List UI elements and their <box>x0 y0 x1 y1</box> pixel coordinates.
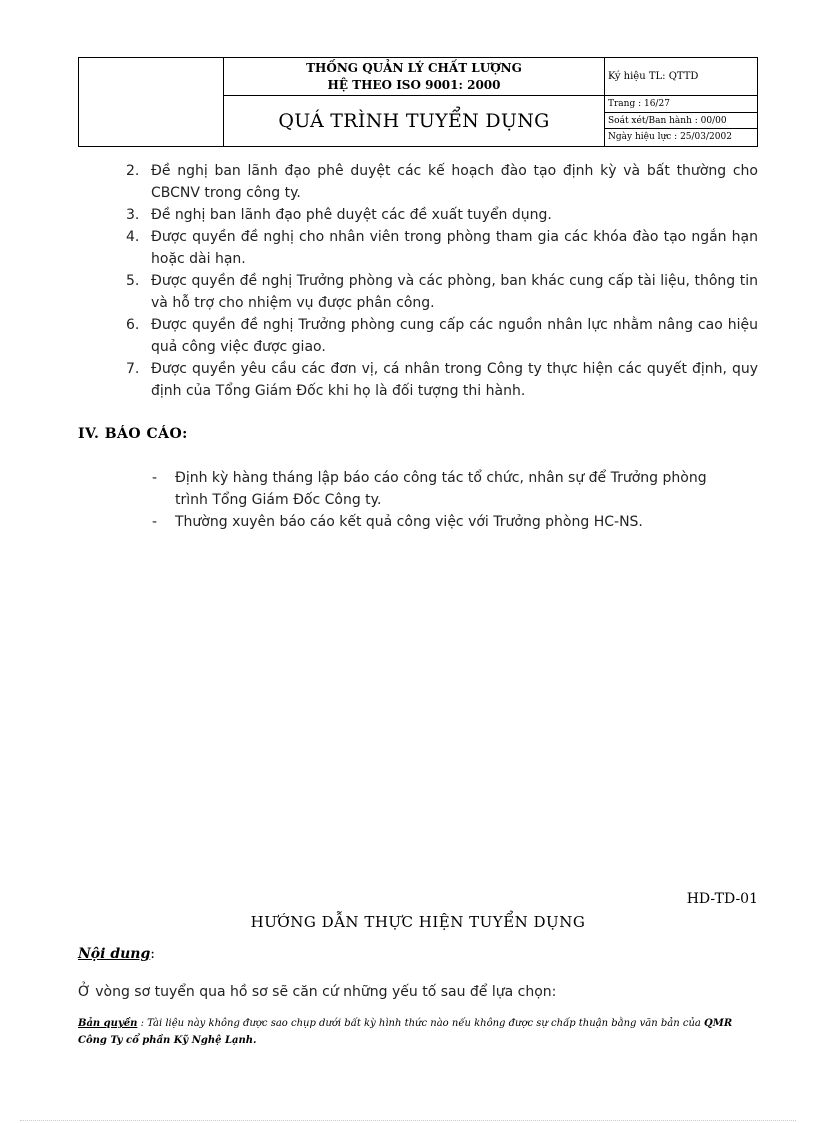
list-item <box>78 511 735 533</box>
logo-cell <box>79 58 224 146</box>
page-number: Trang : 16/27 <box>605 96 757 113</box>
item-text: Đề nghị ban lãnh đạo phê duyệt các đề xuất tuyển dụng. <box>151 207 552 223</box>
rights-section <box>78 160 758 402</box>
item-number: 6. <box>126 317 140 333</box>
list-item <box>78 358 758 402</box>
effective-date: Ngày hiệu lực : 25/03/2002 <box>608 132 732 142</box>
list-item <box>78 270 758 314</box>
item-text: Được quyền đề nghị Trưởng phòng và các phòng, ban khác cung cấp tài liệu, thông tin và hỗ trợ cho nhiệm vụ được phân công. <box>151 273 758 311</box>
item-number: 2. <box>126 163 140 179</box>
list-item <box>78 204 758 226</box>
copyright-notice <box>78 1015 758 1049</box>
item-text: Được quyền yêu cầu các đơn vị, cá nhân trong Công ty thực hiện các quyết định, quy định của Tổng Giám Đốc khi họ là đối tượng thi hành. <box>151 361 758 399</box>
item-text: Đề nghị ban lãnh đạo phê duyệt các kế hoạch đào tạo định kỳ và bất thường cho CBCNV trong công ty. <box>151 163 758 201</box>
doc-code: Ký hiệu TL: QTTD <box>605 58 757 96</box>
dash-bullet: - <box>152 514 158 530</box>
next-doc-title: HƯỚNG DẪN THỰC HIỆN TUYỂN DỤNG <box>250 913 586 931</box>
copyright-company: Công Ty cổ phần Kỹ Nghệ Lạnh. <box>78 1035 257 1046</box>
section-heading-reports: IV. BÁO CÁO: <box>78 426 188 442</box>
document-header-table <box>78 57 758 147</box>
item-number: 3. <box>126 207 140 223</box>
system-line-2: HỆ THEO ISO 9001: 2000 <box>327 78 501 92</box>
item-number: 4. <box>126 229 140 245</box>
system-line-1: THỐNG QUẢN LÝ CHẤT LƯỢNG <box>306 61 522 75</box>
page-bottom-border <box>20 1120 796 1121</box>
rights-list <box>78 160 758 402</box>
item-text: Định kỳ hàng tháng lập báo cáo công tác tổ chức, nhân sự để Trưởng phòng trình Tổng Giám Đốc Công ty. <box>175 470 707 508</box>
item-text: Được quyền đề nghị Trưởng phòng cung cấp các nguồn nhân lực nhằm nâng cao hiệu quả công việc được giao. <box>151 317 758 355</box>
list-item <box>78 160 758 204</box>
dash-bullet: - <box>152 470 158 486</box>
content-label-text: Nội dung <box>78 946 151 962</box>
content-paragraph: Ở vòng sơ tuyển qua hồ sơ sẽ căn cứ những yếu tố sau để lựa chọn: <box>78 984 557 1000</box>
next-doc-code: HD-TD-01 <box>686 891 758 907</box>
process-title: QUÁ TRÌNH TUYỂN DỤNG <box>224 96 605 146</box>
item-text: Được quyền đề nghị cho nhân viên trong phòng tham gia các khóa đào tạo ngắn hạn hoặc dài hạn. <box>151 229 758 267</box>
quality-system-cell <box>224 58 605 96</box>
item-number: 5. <box>126 273 140 289</box>
list-item <box>78 226 758 270</box>
content-label-colon: : <box>150 946 155 962</box>
list-item <box>78 467 735 511</box>
reports-list <box>78 467 758 533</box>
copyright-org: QMR <box>704 1018 733 1029</box>
copyright-text: : Tài liệu này không được sao chụp dưới bất kỳ hình thức nào nếu không được sự chấp thuận bằng văn bản của <box>137 1018 705 1029</box>
revision: Soát xét/Ban hành : 00/00 <box>605 113 757 129</box>
item-text: Thường xuyên báo cáo kết quả công việc với Trưởng phòng HC-NS. <box>175 514 643 530</box>
list-item <box>78 314 758 358</box>
copyright-label: Bản quyền <box>78 1018 138 1029</box>
item-number: 7. <box>126 361 140 377</box>
content-label <box>78 946 155 962</box>
